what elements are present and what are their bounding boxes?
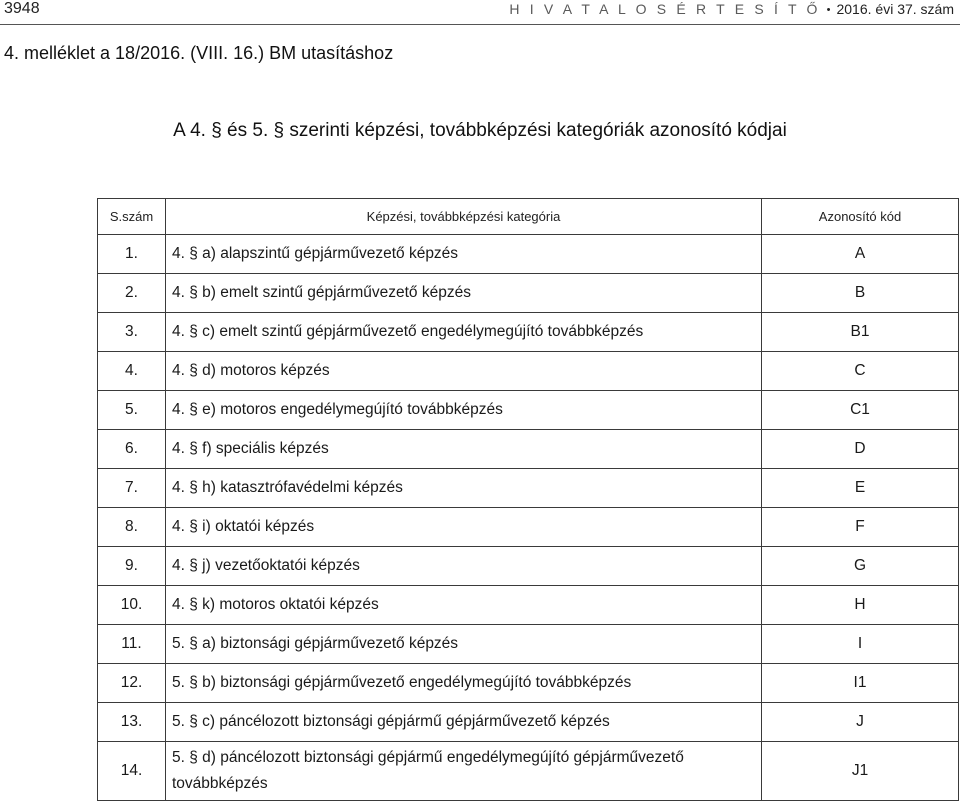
- row-number: 9.: [98, 547, 166, 586]
- journal-name: H I V A T A L O S É R T E S Í T Ő: [509, 1, 821, 17]
- row-number: 7.: [98, 469, 166, 508]
- row-code: D: [762, 430, 959, 469]
- row-number: 4.: [98, 352, 166, 391]
- table-row: [98, 430, 959, 469]
- table-header-row: [98, 199, 959, 235]
- table-row: [98, 703, 959, 742]
- row-code: J1: [762, 742, 959, 801]
- table-row: [98, 508, 959, 547]
- table-body: [98, 235, 959, 801]
- row-number: 13.: [98, 703, 166, 742]
- row-number: 12.: [98, 664, 166, 703]
- row-code: B1: [762, 313, 959, 352]
- row-category: 4. § j) vezetőoktatói képzés: [166, 547, 762, 586]
- row-code: J: [762, 703, 959, 742]
- page-number: 3948: [4, 0, 40, 17]
- row-category: 5. § c) páncélozott biztonsági gépjármű gépjárművezető képzés: [166, 703, 762, 742]
- table-row: [98, 313, 959, 352]
- row-number: 8.: [98, 508, 166, 547]
- row-category: 4. § a) alapszintű gépjárművezető képzés: [166, 235, 762, 274]
- row-category: 4. § d) motoros képzés: [166, 352, 762, 391]
- category-code-table: [97, 198, 959, 801]
- table-row: [98, 469, 959, 508]
- table-row: [98, 625, 959, 664]
- row-category: 4. § i) oktatói képzés: [166, 508, 762, 547]
- row-category: 5. § d) páncélozott biztonsági gépjármű engedélymegújító gépjárművezető továbbképzés: [166, 742, 762, 801]
- page-header: [0, 0, 960, 24]
- table-row: [98, 274, 959, 313]
- header-serial: S.szám: [98, 199, 166, 235]
- row-code: H: [762, 586, 959, 625]
- row-number: 6.: [98, 430, 166, 469]
- row-code: A: [762, 235, 959, 274]
- table-row: [98, 742, 959, 801]
- row-number: 10.: [98, 586, 166, 625]
- journal-title: [509, 1, 954, 17]
- annex-label: 4. melléklet a 18/2016. (VIII. 16.) BM utasításhoz: [4, 43, 394, 63]
- row-category: 4. § f) speciális képzés: [166, 430, 762, 469]
- header-rule: [0, 24, 960, 25]
- row-category: 5. § b) biztonsági gépjárművezető engedélymegújító továbbképzés: [166, 664, 762, 703]
- row-code: I: [762, 625, 959, 664]
- document-title: A 4. § és 5. § szerinti képzési, továbbképzési kategóriák azonosító kódjai: [173, 120, 787, 141]
- header-code: Azonosító kód: [762, 199, 959, 235]
- row-number: 5.: [98, 391, 166, 430]
- row-code: C1: [762, 391, 959, 430]
- row-category: 4. § e) motoros engedélymegújító továbbképzés: [166, 391, 762, 430]
- row-category: 4. § c) emelt szintű gépjárművezető engedélymegújító továbbképzés: [166, 313, 762, 352]
- row-code: I1: [762, 664, 959, 703]
- row-number: 3.: [98, 313, 166, 352]
- separator-dot-icon: •: [826, 4, 831, 16]
- row-code: E: [762, 469, 959, 508]
- row-category: 4. § k) motoros oktatói képzés: [166, 586, 762, 625]
- table-row: [98, 391, 959, 430]
- table-row: [98, 352, 959, 391]
- row-number: 2.: [98, 274, 166, 313]
- row-number: 1.: [98, 235, 166, 274]
- row-category: 4. § b) emelt szintű gépjárművezető képzés: [166, 274, 762, 313]
- issue-label: 2016. évi 37. szám: [836, 1, 954, 17]
- table-row: [98, 235, 959, 274]
- row-code: C: [762, 352, 959, 391]
- row-code: B: [762, 274, 959, 313]
- table-row: [98, 586, 959, 625]
- row-code: F: [762, 508, 959, 547]
- header-category: Képzési, továbbképzési kategória: [166, 199, 762, 235]
- row-number: 14.: [98, 742, 166, 801]
- row-category: 4. § h) katasztrófavédelmi képzés: [166, 469, 762, 508]
- row-category: 5. § a) biztonsági gépjárművezető képzés: [166, 625, 762, 664]
- table-row: [98, 664, 959, 703]
- table-row: [98, 547, 959, 586]
- row-number: 11.: [98, 625, 166, 664]
- row-code: G: [762, 547, 959, 586]
